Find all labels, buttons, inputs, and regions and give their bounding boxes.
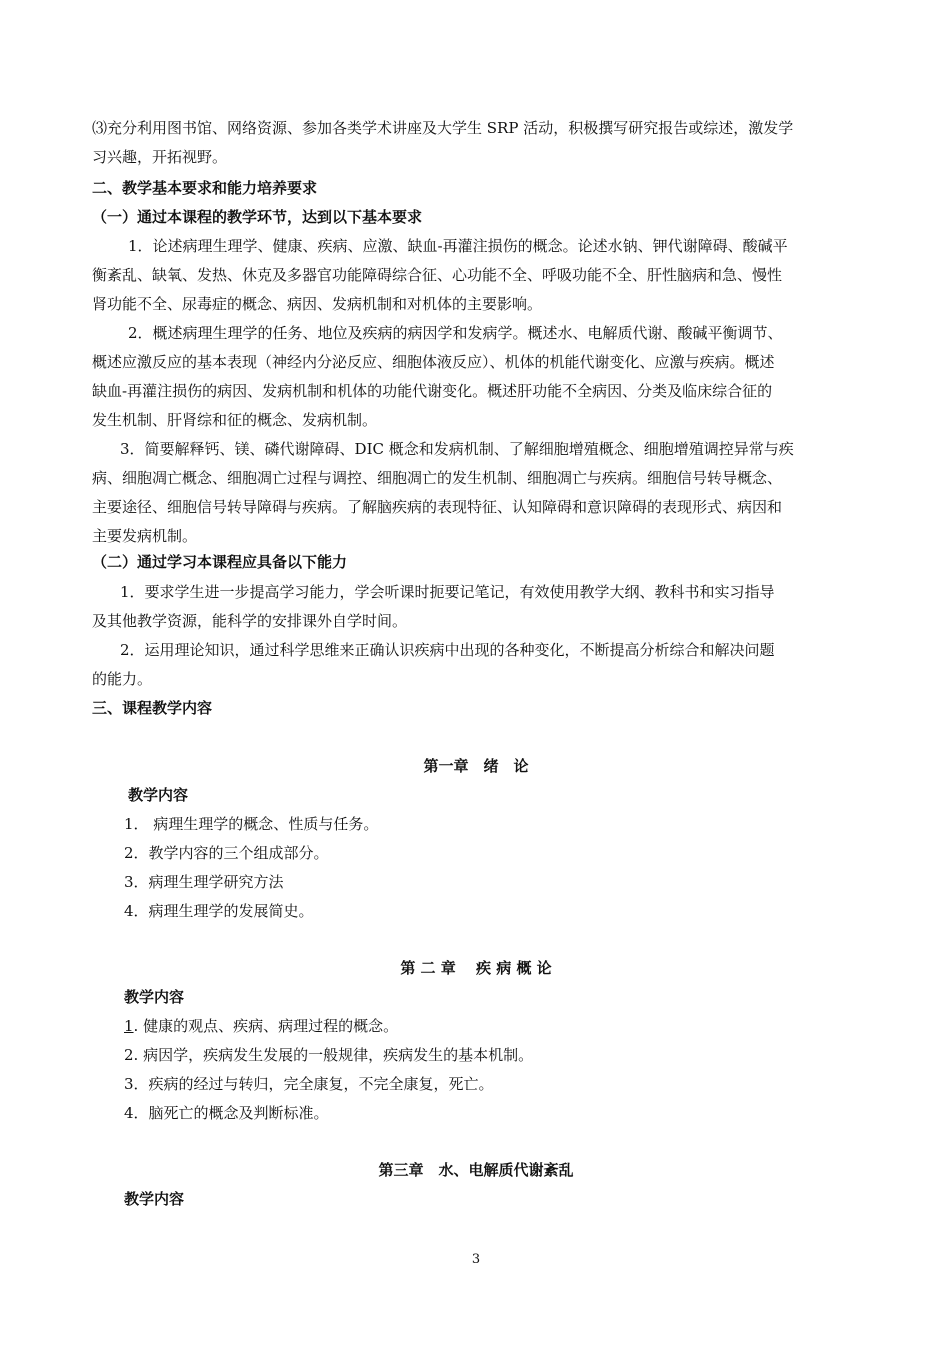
requirement-1-line-1: 1．论述病理生理学、健康、疾病、应激、缺血-再灌注损伤的概念。论述水钠、钾代谢障碍、酸碱平 <box>128 237 788 255</box>
subsection-1-heading: （一）通过本课程的教学环节，达到以下基本要求 <box>92 208 423 226</box>
section-3-heading: 三、课程教学内容 <box>92 699 213 717</box>
chapter-3-content-label: 教学内容 <box>124 1190 185 1208</box>
requirement-1-line-3: 肾功能不全、尿毒症的概念、病因、发病机制和对机体的主要影响。 <box>92 295 543 313</box>
chapter-2-title: 第 二 章 疾 病 概 论 <box>400 959 552 977</box>
chapter-2-item-4: 4．脑死亡的概念及判断标准。 <box>124 1104 329 1122</box>
intro-line-2: 习兴趣，开拓视野。 <box>92 148 228 166</box>
requirement-3-line-4: 主要发病机制。 <box>92 527 198 545</box>
chapter-1-content-label: 教学内容 <box>128 786 189 804</box>
chapter-1-item-2: 2．教学内容的三个组成部分。 <box>124 844 329 862</box>
chapter-2-item-2: 2. 病因学，疾病发生发展的一般规律，疾病发生的基本机制。 <box>124 1046 534 1064</box>
subsection-2-heading: （二）通过学习本课程应具备以下能力 <box>92 553 348 571</box>
ability-1-line-2: 及其他教学资源，能科学的安排课外自学时间。 <box>92 612 408 630</box>
requirement-1-line-2: 衡紊乱、缺氧、发热、休克及多器官功能障碍综合征、心功能不全、呼吸功能不全、肝性脑病和急、慢性 <box>92 266 783 284</box>
requirement-3-line-3: 主要途径、细胞信号转导障碍与疾病。了解脑疾病的表现特征、认知障碍和意识障碍的表现形式、病因和 <box>92 498 783 516</box>
requirement-2-line-2: 概述应激反应的基本表现（神经内分泌反应、细胞体液反应）、机体的机能代谢变化、应激与疾病。概述 <box>92 353 775 371</box>
requirement-2-line-1: 2．概述病理生理学的任务、地位及疾病的病因学和发病学。概述水、电解质代谢、酸碱平衡调节、 <box>128 324 783 342</box>
intro-line-1: ⑶充分利用图书馆、网络资源、参加各类学术讲座及大学生 SRP 活动，积极撰写研究报告或综述，激发学 <box>92 119 794 137</box>
chapter-2-item-3: 3．疾病的经过与转归，完全康复，不完全康复，死亡。 <box>124 1075 494 1093</box>
chapter-1-title: 第一章 绪 论 <box>423 757 529 775</box>
chapter-1-item-3: 3．病理生理学研究方法 <box>124 873 284 891</box>
section-2-heading: 二、教学基本要求和能力培养要求 <box>92 179 318 197</box>
chapter-1-item-4: 4．病理生理学的发展简史。 <box>124 902 314 920</box>
chapter-2-content-label: 教学内容 <box>124 988 185 1006</box>
chapter-1-item-1: 1． 病理生理学的概念、性质与任务。 <box>124 815 379 833</box>
requirement-3-line-1: 3．简要解释钙、镁、磷代谢障碍、DIC 概念和发病机制、了解细胞增殖概念、细胞增殖调控异常与疾 <box>120 440 794 458</box>
chapter-2-item-1 <box>124 1016 724 1036</box>
page-number: 3 <box>471 1252 481 1267</box>
chapter-3-title: 第三章 水、电解质代谢紊乱 <box>378 1161 574 1179</box>
ability-2-line-1: 2．运用理论知识，通过科学思维来正确认识疾病中出现的各种变化，不断提高分析综合和解决问题 <box>120 641 775 659</box>
requirement-2-line-3: 缺血-再灌注损伤的病因、发病机制和机体的功能代谢变化。概述肝功能不全病因、分类及临床综合征的 <box>92 382 773 400</box>
ability-2-line-2: 的能力。 <box>92 670 153 688</box>
requirement-3-line-2: 病、细胞凋亡概念、细胞凋亡过程与调控、细胞凋亡的发生机制、细胞凋亡与疾病。细胞信号转导概念、 <box>92 469 783 487</box>
requirement-2-line-4: 发生机制、肝肾综和征的概念、发病机制。 <box>92 411 378 429</box>
ability-1-line-1: 1．要求学生进一步提高学习能力，学会听课时扼要记笔记，有效使用教学大纲、教科书和实习指导 <box>120 583 775 601</box>
chapter-2-item-1-text: . 健康的观点、疾病、病理过程的概念。 <box>133 1017 399 1035</box>
chapter-2-item-1-number: 1 <box>124 1017 134 1035</box>
